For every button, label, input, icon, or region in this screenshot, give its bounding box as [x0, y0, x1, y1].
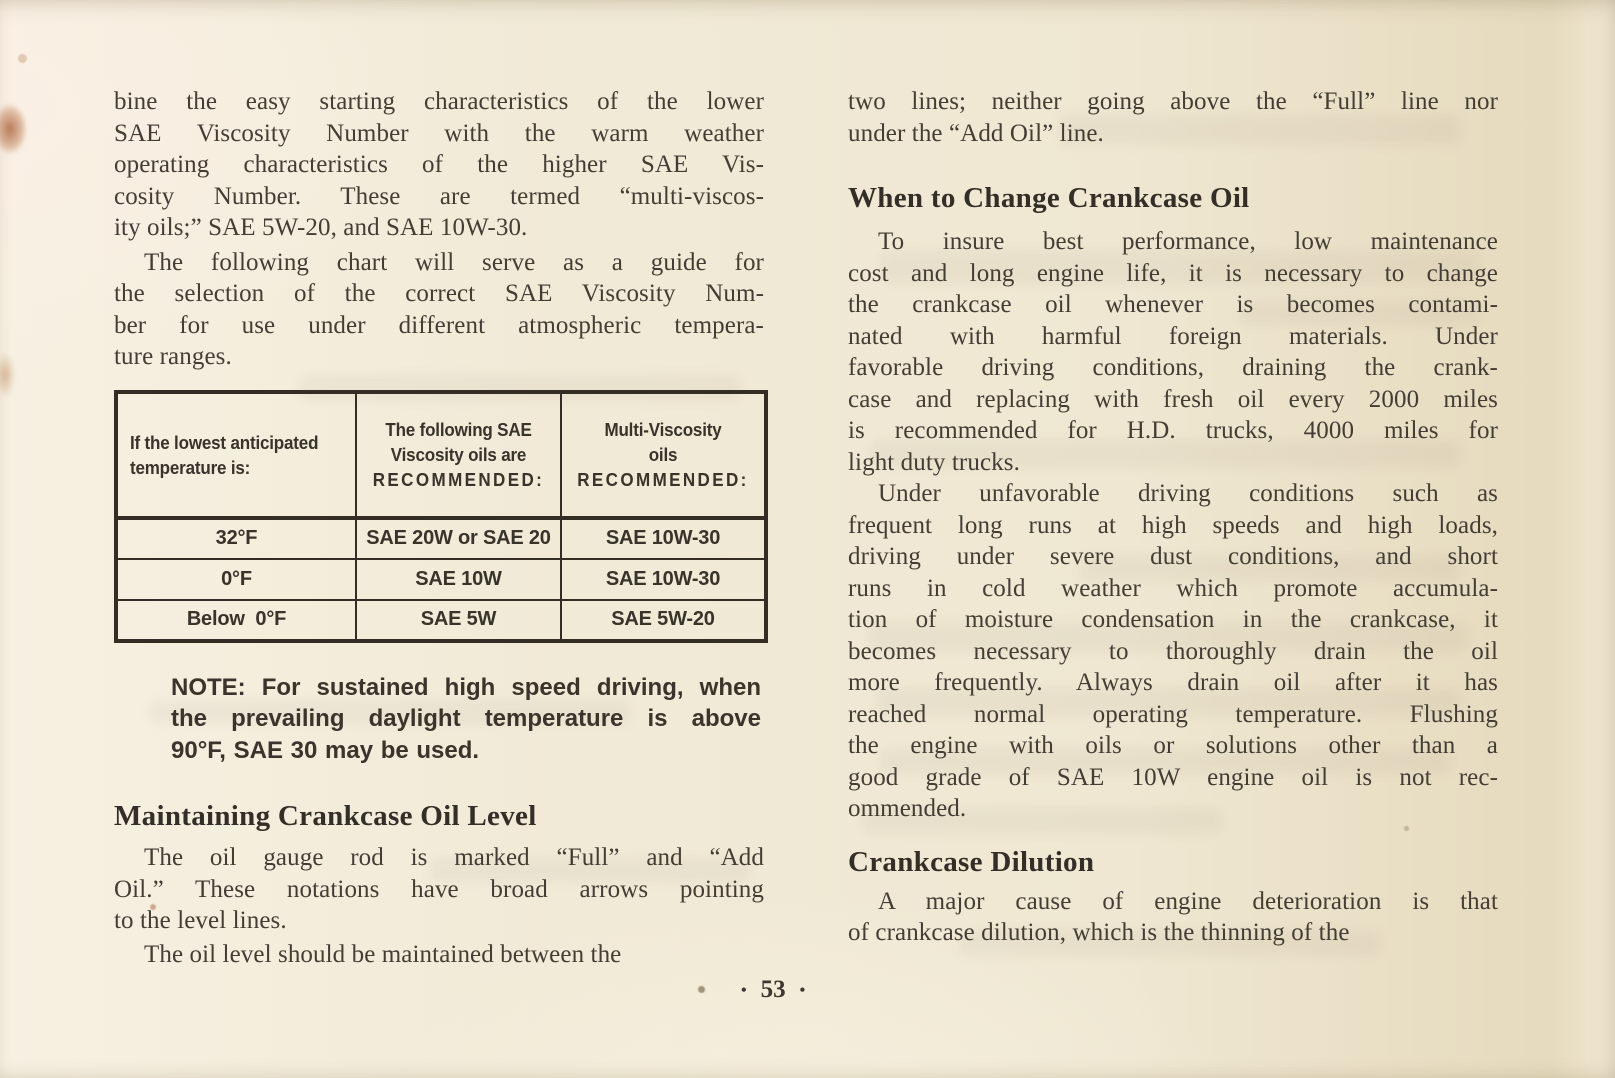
- text-line: under the “Add Oil” line.: [848, 119, 1104, 147]
- text-line: cosity Number. These are termed “multi-viscos-: [114, 182, 764, 210]
- text-line: The oil level should be maintained between the: [144, 940, 622, 968]
- text-line: ber for use under different atmospheric tempera-: [114, 311, 764, 339]
- para-two-lines-continuation: [848, 86, 1498, 149]
- text-line: Oil.” These notations have broad arrows pointing: [114, 875, 764, 903]
- text-line: is recommended for H.D. trucks, 4000 miles for: [848, 417, 1498, 444]
- table-row: [116, 600, 766, 641]
- table-cell: 0°F: [116, 559, 356, 600]
- text-line: becomes necessary to thoroughly drain the oil: [848, 637, 1498, 665]
- table-row: [116, 518, 766, 559]
- text-line: tion of moisture condensation in the crankcase, it: [848, 606, 1498, 633]
- para-oil-level: [114, 939, 764, 971]
- text-line: runs in cold weather which promote accumula-: [848, 574, 1498, 602]
- table-cell: SAE 5W-20: [561, 600, 766, 641]
- text-line: temperature is:: [129, 456, 251, 478]
- text-line: Viscosity oils are: [390, 444, 527, 465]
- text-line: case and replacing with fresh oil every 2000 miles: [848, 385, 1498, 413]
- rust-stain: [0, 344, 19, 406]
- text-line: The oil gauge rod is marked “Full” and “Add: [144, 844, 764, 871]
- text-line: more frequently. Always drain oil after it has: [848, 669, 1498, 696]
- text-line: two lines; neither going above the “Full” line nor: [848, 88, 1498, 115]
- text-line: If the lowest anticipated: [129, 431, 319, 453]
- page-number: [741, 976, 805, 1004]
- para-crankcase-dilution: [848, 886, 1498, 949]
- text-line: Under unfavorable driving conditions such as: [878, 480, 1498, 507]
- para-chart-intro: [114, 247, 764, 373]
- text-line: frequent long runs at high speeds and high loads,: [848, 511, 1498, 539]
- left-column: [114, 86, 764, 970]
- table-cell: SAE 10W-30: [561, 518, 766, 559]
- page-number-bullet: •: [799, 981, 806, 999]
- table-body: [116, 518, 766, 641]
- page-number-value: 53: [760, 976, 786, 1003]
- table-cell: Below 0°F: [116, 600, 356, 641]
- text-line: cost and long engine life, it is necessary to change: [848, 259, 1498, 287]
- text-line: of crankcase dilution, which is the thinning of the: [848, 919, 1350, 946]
- text-line: To insure best performance, low maintenance: [878, 228, 1498, 255]
- text-line: the crankcase oil whenever is becomes contami-: [848, 291, 1498, 318]
- text-line: good grade of SAE 10W engine oil is not rec-: [848, 763, 1498, 791]
- para-change-oil-intervals: [848, 226, 1498, 478]
- text-line: RECOMMENDED:: [372, 469, 545, 490]
- table-header-row: [116, 392, 766, 518]
- right-column: [848, 86, 1498, 949]
- heading-crankcase-dilution: Crankcase Dilution: [848, 845, 1095, 878]
- text-line: The following SAE: [385, 419, 532, 440]
- rust-stain: [0, 96, 32, 162]
- ink-speck: [698, 986, 705, 993]
- viscosity-recommendation-table: [114, 390, 764, 643]
- page-number-bullet: •: [741, 981, 747, 999]
- text-line: operating characteristics of the higher SAE Vis-: [114, 151, 764, 178]
- table-header-temperature: [116, 392, 356, 518]
- text-line: Multi-Viscosity: [604, 419, 722, 440]
- heading-when-to-change-crankcase-oil: When to Change Crankcase Oil: [848, 182, 1250, 214]
- text-line: The following chart will serve as a guide for: [144, 248, 764, 276]
- table-header-sae-oils: [356, 392, 561, 518]
- table-cell: SAE 10W-30: [561, 559, 766, 600]
- para-unfavorable-conditions: [848, 478, 1498, 825]
- table-cell: 32°F: [116, 518, 356, 559]
- text-line: oils: [648, 444, 678, 465]
- text-line: NOTE: For sustained high speed driving, when: [171, 673, 761, 701]
- text-line: 90°F, SAE 30 may be used.: [171, 736, 480, 764]
- table-cell: SAE 20W or SAE 20: [356, 518, 561, 559]
- text-line: RECOMMENDED:: [577, 469, 749, 490]
- note-high-speed-driving: [171, 672, 761, 767]
- heading-maintaining-crankcase-oil-level: Maintaining Crankcase Oil Level: [114, 800, 537, 832]
- ink-speck: [18, 54, 27, 63]
- table-header-multi-viscosity: [561, 392, 766, 518]
- text-line: light duty trucks.: [848, 448, 1020, 476]
- text-line: A major cause of engine deterioration is that: [878, 887, 1498, 915]
- table-cell: SAE 5W: [356, 600, 561, 641]
- para-multi-viscosity-continuation: [114, 86, 764, 244]
- text-line: ommended.: [848, 795, 967, 822]
- table-row: [116, 559, 766, 600]
- text-line: SAE Viscosity Number with the warm weather: [114, 119, 764, 147]
- text-line: bine the easy starting characteristics of the lower: [114, 88, 764, 115]
- text-line: favorable driving conditions, draining the crank-: [848, 354, 1498, 381]
- text-line: to the level lines.: [114, 907, 287, 934]
- text-line: the selection of the correct SAE Viscosity Num-: [114, 280, 764, 307]
- table-cell: SAE 10W: [356, 559, 561, 600]
- text-line: the engine with oils or solutions other than a: [848, 732, 1498, 759]
- text-line: ity oils;” SAE 5W-20, and SAE 10W-30.: [114, 214, 528, 241]
- text-line: nated with harmful foreign materials. Under: [848, 322, 1498, 350]
- text-line: reached normal operating temperature. Flushing: [848, 700, 1498, 728]
- text-line: the prevailing daylight temperature is above: [171, 705, 761, 732]
- text-line: ture ranges.: [114, 343, 232, 370]
- text-line: driving under severe dust conditions, and short: [848, 543, 1498, 570]
- para-oil-gauge-rod: [114, 842, 764, 937]
